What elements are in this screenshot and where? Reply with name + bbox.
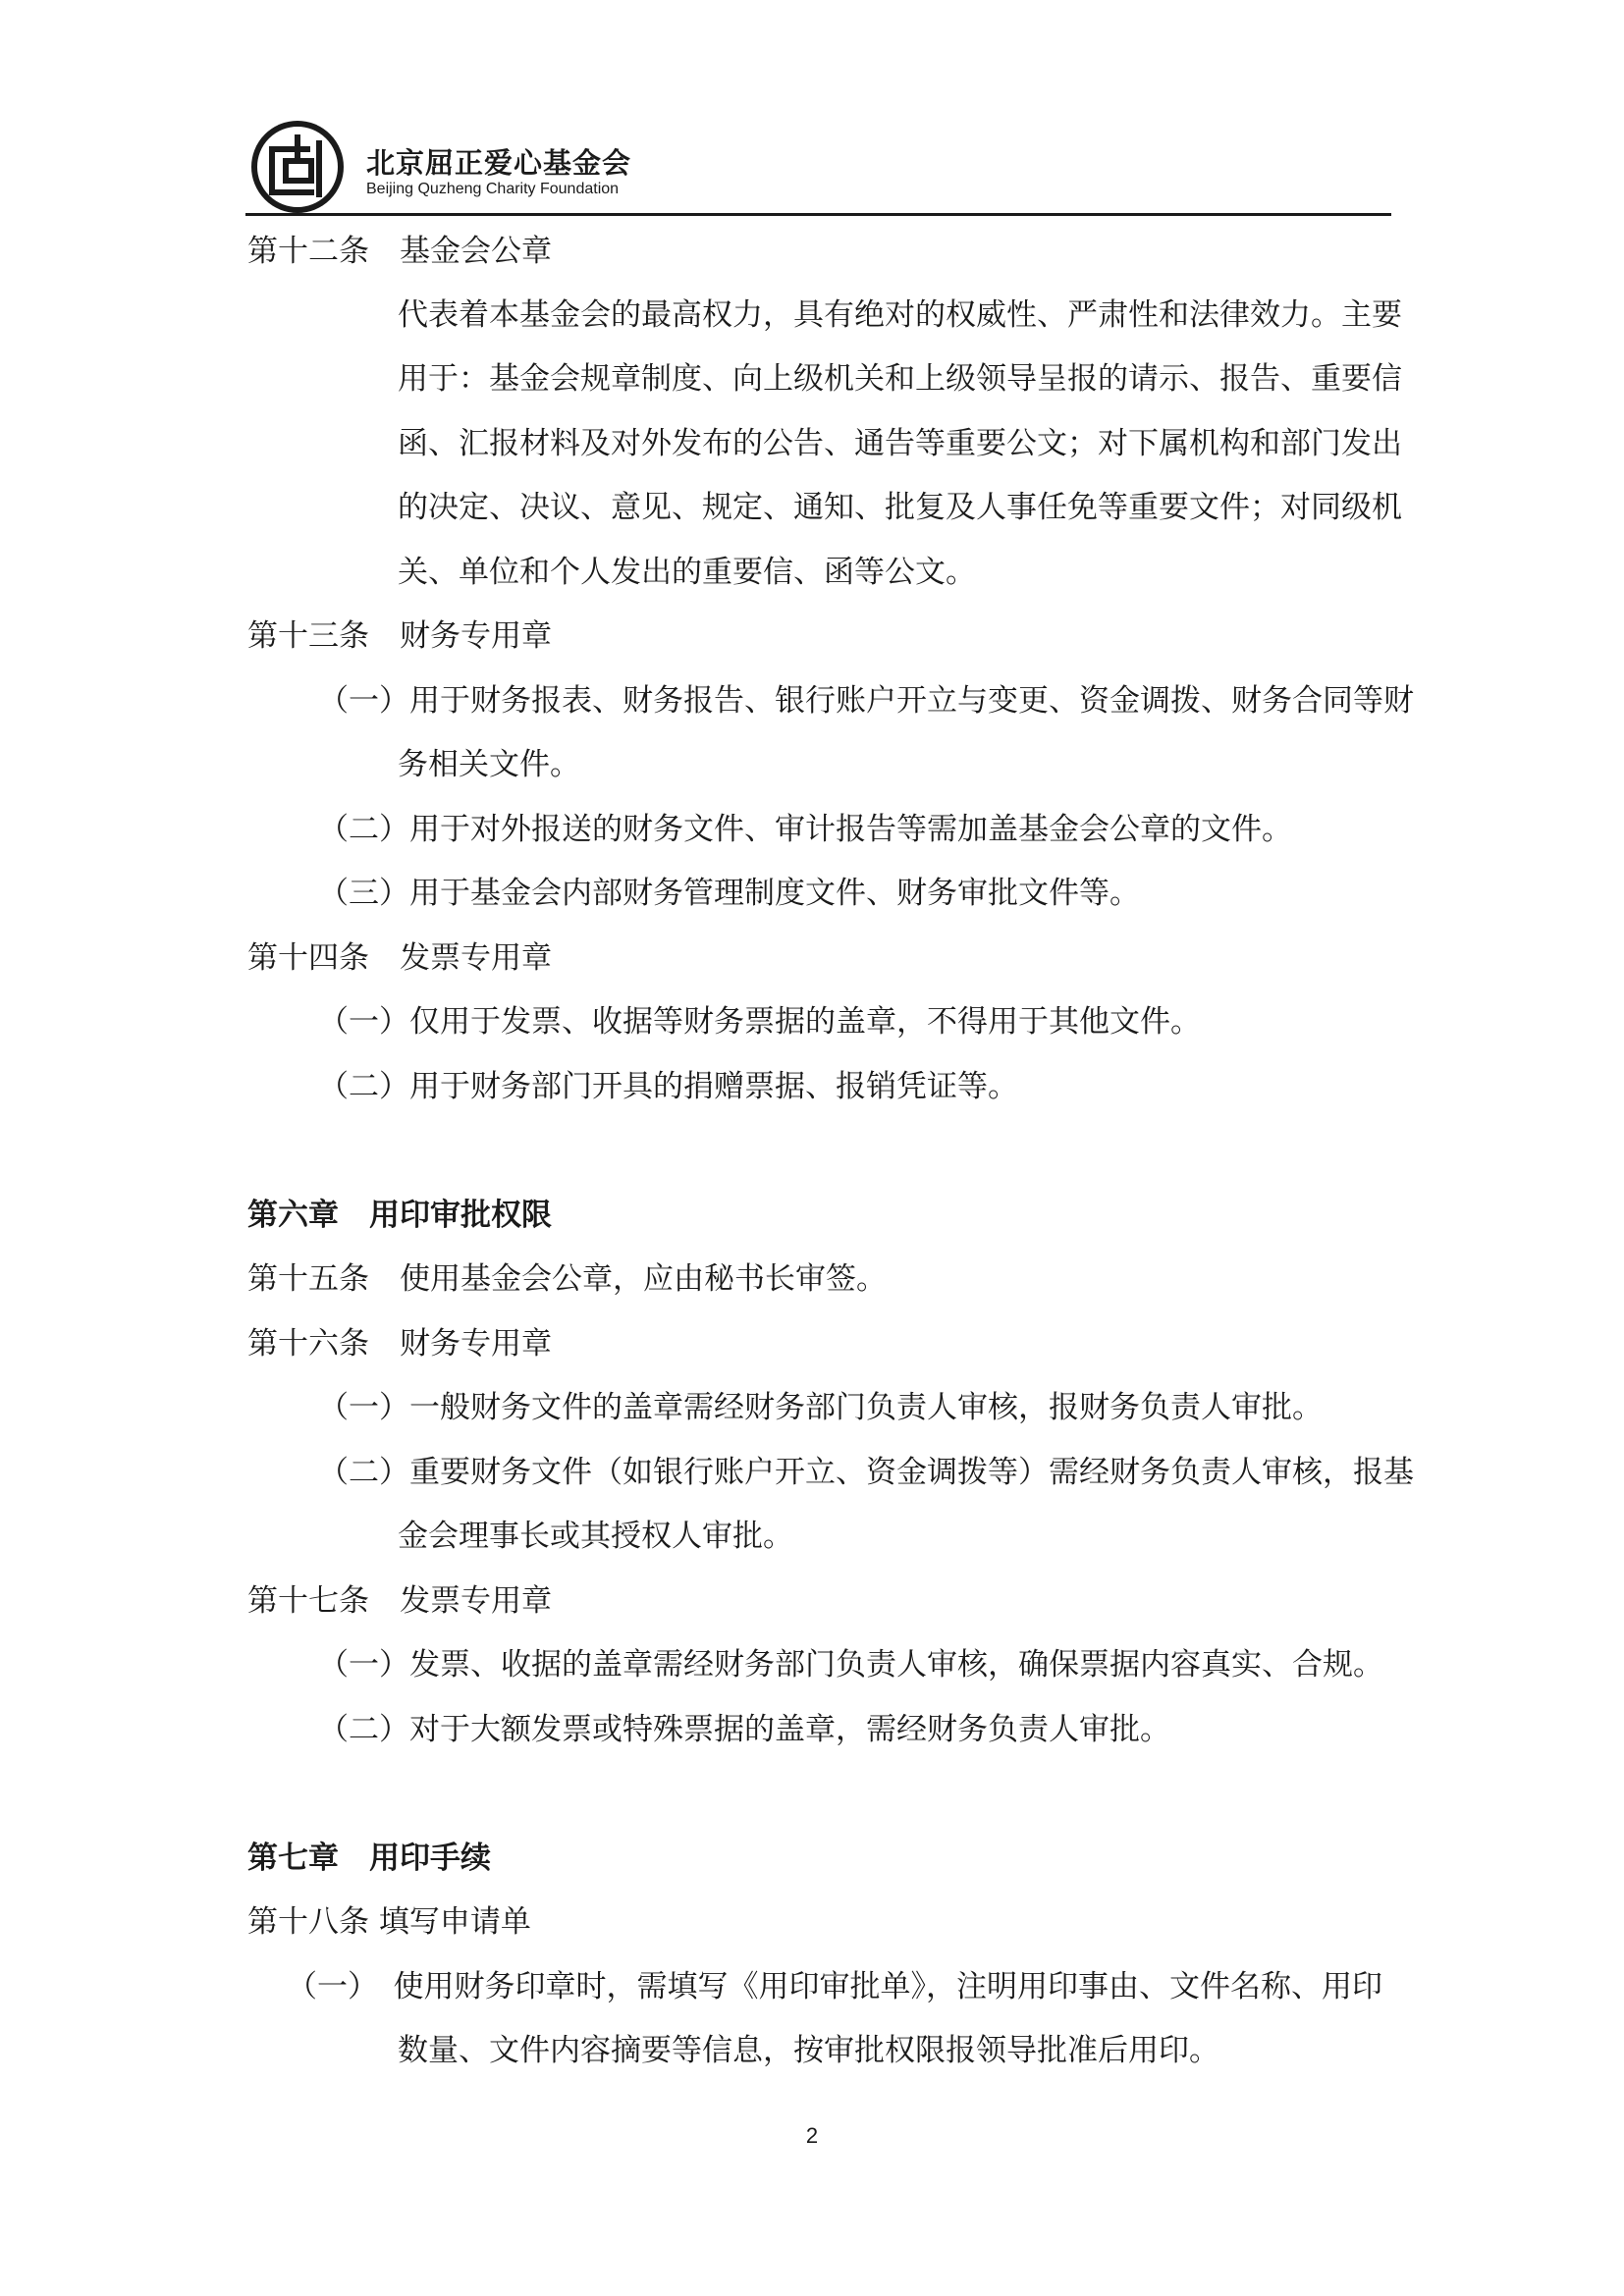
article-13-item: 务相关文件。: [398, 747, 580, 782]
article-17-title: 第十七条 发票专用章: [247, 1583, 552, 1619]
article-18-item: （一） 使用财务印章时，需填写《用印审批单》，注明用印事由、文件名称、用印: [287, 1969, 1382, 2004]
article-14-item: （一）仅用于发票、收据等财务票据的盖章，不得用于其他文件。: [318, 1004, 1201, 1040]
page-number: 2: [805, 2123, 819, 2148]
article-16-item: （二）重要财务文件（如银行账户开立、资金调拨等）需经财务负责人审核，报基: [318, 1455, 1414, 1490]
article-16-item: （一）一般财务文件的盖章需经财务部门负责人审核，报财务负责人审批。: [318, 1390, 1323, 1425]
chapter-6-heading: 第六章 用印审批权限: [247, 1198, 552, 1233]
chapter-7-heading: 第七章 用印手续: [247, 1841, 491, 1876]
article-17-item: （一）发票、收据的盖章需经财务部门负责人审核，确保票据内容真实、合规。: [318, 1647, 1383, 1682]
article-15: 第十五条 使用基金会公章，应由秘书长审签。: [247, 1261, 887, 1297]
article-12-text: 关、单位和个人发出的重要信、函等公文。: [398, 555, 976, 590]
page-header: [250, 116, 1389, 214]
article-14-title: 第十四条 发票专用章: [247, 940, 552, 976]
article-12-text: 用于：基金会规章制度、向上级机关和上级领导呈报的请示、报告、重要信: [398, 361, 1402, 397]
article-13-item: （三）用于基金会内部财务管理制度文件、财务审批文件等。: [318, 876, 1140, 911]
article-14-item: （二）用于财务部门开具的捐赠票据、报销凭证等。: [318, 1069, 1018, 1104]
article-17-item: （二）对于大额发票或特殊票据的盖章，需经财务负责人审批。: [318, 1712, 1170, 1747]
org-name-cn: 北京屈正爱心基金会: [366, 146, 632, 180]
foundation-logo-icon: [250, 120, 345, 214]
article-12-text: 的决定、决议、意见、规定、通知、批复及人事任免等重要文件；对同级机: [398, 490, 1402, 525]
article-18-item: 数量、文件内容摘要等信息，按审批权限报领导批准后用印。: [398, 2033, 1219, 2068]
article-12-text: 函、汇报材料及对外发布的公告、通告等重要公文；对下属机构和部门发出: [398, 426, 1402, 461]
article-18-title: 第十八条 填写申请单: [247, 1904, 531, 1940]
article-13-item: （二）用于对外报送的财务文件、审计报告等需加盖基金会公章的文件。: [318, 812, 1292, 847]
article-13-title: 第十三条 财务专用章: [247, 618, 552, 654]
article-16-title: 第十六条 财务专用章: [247, 1326, 552, 1362]
article-12-text: 代表着本基金会的最高权力，具有绝对的权威性、严肃性和法律效力。主要: [398, 297, 1402, 333]
article-16-item: 金会理事长或其授权人审批。: [398, 1519, 793, 1554]
org-name-en: Beijing Quzheng Charity Foundation: [366, 181, 620, 197]
header-divider: [245, 213, 1391, 216]
article-13-item: （一）用于财务报表、财务报告、银行账户开立与变更、资金调拨、财务合同等财: [318, 683, 1414, 719]
article-12-title: 第十二条 基金会公章: [247, 234, 552, 269]
